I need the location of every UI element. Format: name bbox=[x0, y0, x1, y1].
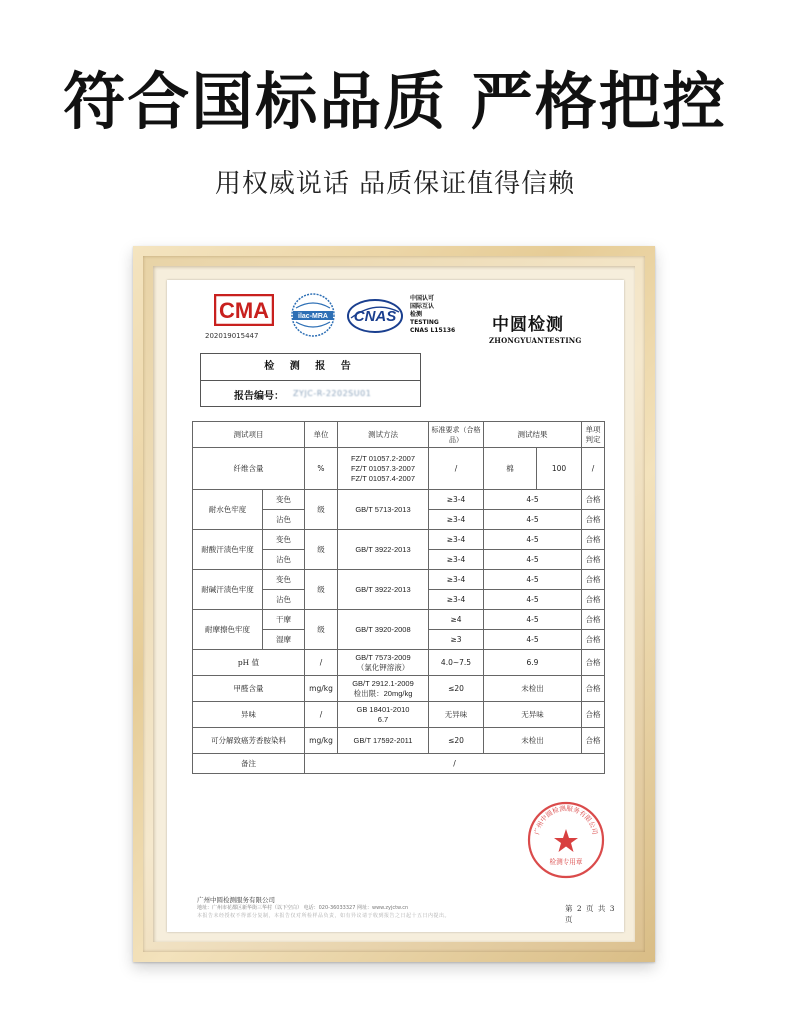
fiber-method-line: FZ/T 01057.4-2007 bbox=[350, 473, 416, 483]
test-standard: ≥3-4 bbox=[429, 490, 484, 510]
test-result: 4-5 bbox=[484, 550, 582, 570]
test-method: GB/T 3920-2008 bbox=[338, 610, 429, 650]
test-unit: / bbox=[305, 650, 338, 676]
test-standard: ≥4 bbox=[429, 610, 484, 630]
test-standard: 4.0~7.5 bbox=[429, 650, 484, 676]
test-results-table bbox=[192, 421, 605, 774]
test-standard: ≥3-4 bbox=[429, 510, 484, 530]
cma-logo-text: CMA bbox=[218, 298, 270, 323]
cnas-line: 检测 bbox=[410, 311, 423, 318]
cma-logo bbox=[214, 294, 274, 326]
fiber-result-type: 棉 bbox=[484, 448, 537, 490]
test-result: 4-5 bbox=[484, 590, 582, 610]
test-method-line: （氯化钾溶液） bbox=[356, 662, 410, 672]
test-subitem: 变色 bbox=[263, 530, 305, 550]
test-result: 未检出 bbox=[484, 676, 582, 702]
table-row bbox=[193, 610, 605, 630]
cnas-line: 国际互认 bbox=[410, 303, 435, 310]
test-unit: 级 bbox=[305, 490, 338, 530]
test-method-line: GB 18401-2010 bbox=[356, 704, 410, 714]
cnas-logo-text: CNAS bbox=[353, 308, 397, 325]
table-row bbox=[193, 702, 605, 728]
test-method: GB/T 3922-2013 bbox=[338, 570, 429, 610]
test-unit: / bbox=[305, 702, 338, 728]
cnas-line: TESTING bbox=[410, 319, 439, 326]
report-header-box bbox=[200, 353, 421, 407]
cnas-logo bbox=[347, 298, 403, 334]
test-result: 4-5 bbox=[484, 490, 582, 510]
fiber-item: 纤维含量 bbox=[193, 448, 305, 490]
test-method-line: GB/T 2912.1-2009 bbox=[352, 678, 414, 688]
test-verdict: 合格 bbox=[582, 490, 605, 510]
test-subitem: 沾色 bbox=[263, 510, 305, 530]
test-result: 4-5 bbox=[484, 630, 582, 650]
fastness-rows bbox=[193, 490, 605, 650]
seal-star-icon bbox=[554, 829, 578, 852]
test-method bbox=[338, 650, 429, 676]
test-item: 耐酸汗渍色牢度 bbox=[193, 530, 263, 570]
test-method-line: GB/T 7573-2009 bbox=[355, 652, 411, 662]
table-row bbox=[193, 570, 605, 590]
test-subitem: 变色 bbox=[263, 490, 305, 510]
cnas-accreditation-text bbox=[410, 295, 455, 335]
report-number-label: 报告编号： bbox=[234, 391, 284, 402]
test-standard: ≥3 bbox=[429, 630, 484, 650]
test-verdict: 合格 bbox=[582, 550, 605, 570]
page-headline: 符合国标品质 严格把控 bbox=[63, 65, 727, 138]
fiber-unit: % bbox=[305, 448, 338, 490]
footer-company: 广州中圆检测服务有限公司 bbox=[197, 896, 275, 904]
test-verdict: 合格 bbox=[582, 702, 605, 728]
cnas-line: CNAS L15136 bbox=[410, 327, 456, 334]
table-row bbox=[193, 728, 605, 754]
ilac-mra-logo bbox=[288, 292, 338, 338]
inspection-seal bbox=[527, 801, 605, 879]
test-item: 甲醛含量 bbox=[193, 676, 305, 702]
header-cell: 单项判定 bbox=[582, 422, 605, 448]
single-rows bbox=[193, 650, 605, 754]
test-item: 可分解致癌芳香胺染料 bbox=[193, 728, 305, 754]
report-number-value: ZYJC-R-2202SU01 bbox=[293, 389, 372, 398]
test-standard: ≤20 bbox=[429, 676, 484, 702]
table-row bbox=[193, 676, 605, 702]
test-standard: ≥3-4 bbox=[429, 590, 484, 610]
test-result: 4-5 bbox=[484, 510, 582, 530]
test-report-document bbox=[167, 280, 624, 932]
test-subitem: 沾色 bbox=[263, 550, 305, 570]
test-standard: ≥3-4 bbox=[429, 550, 484, 570]
test-method bbox=[338, 676, 429, 702]
test-verdict: 合格 bbox=[582, 676, 605, 702]
test-verdict: 合格 bbox=[582, 728, 605, 754]
test-result: 未检出 bbox=[484, 728, 582, 754]
remark-row bbox=[193, 754, 605, 774]
table-row bbox=[193, 448, 605, 490]
test-subitem: 湿摩 bbox=[263, 630, 305, 650]
test-result: 无异味 bbox=[484, 702, 582, 728]
test-method-line: 6.7 bbox=[377, 714, 389, 724]
test-method-line: GB/T 17592-2011 bbox=[353, 735, 413, 745]
header-cell: 标准要求（合格品） bbox=[429, 422, 484, 448]
test-item: 耐水色牢度 bbox=[193, 490, 263, 530]
fiber-method-line: FZ/T 01057.2-2007 bbox=[350, 453, 416, 463]
page-subline: 用权威说话 品质保证值得信赖 bbox=[214, 169, 576, 199]
fiber-method-line: FZ/T 01057.3-2007 bbox=[350, 463, 416, 473]
test-result: 4-5 bbox=[484, 610, 582, 630]
seal-bottom-text: 检测专用章 bbox=[549, 858, 583, 866]
test-unit: 级 bbox=[305, 530, 338, 570]
test-result: 4-5 bbox=[484, 530, 582, 550]
test-standard: ≥3-4 bbox=[429, 530, 484, 550]
test-unit: 级 bbox=[305, 610, 338, 650]
test-item: pH 值 bbox=[193, 650, 305, 676]
remark-value: / bbox=[305, 754, 605, 774]
test-method bbox=[338, 728, 429, 754]
company-name-cn: 中圆检测 bbox=[492, 315, 564, 335]
test-item: 耐摩擦色牢度 bbox=[193, 610, 263, 650]
test-method: GB/T 5713-2013 bbox=[338, 490, 429, 530]
test-verdict: 合格 bbox=[582, 610, 605, 630]
test-unit: 级 bbox=[305, 570, 338, 610]
test-result: 4-5 bbox=[484, 570, 582, 590]
table-row bbox=[193, 650, 605, 676]
test-standard: 无异味 bbox=[429, 702, 484, 728]
table-row bbox=[193, 490, 605, 510]
test-unit: mg/kg bbox=[305, 676, 338, 702]
test-verdict: 合格 bbox=[582, 650, 605, 676]
test-verdict: 合格 bbox=[582, 590, 605, 610]
test-verdict: 合格 bbox=[582, 530, 605, 550]
page-number: 第 2 页 共 3 页 bbox=[565, 904, 616, 924]
test-verdict: 合格 bbox=[582, 510, 605, 530]
footer-address: 地址：广州市花都区新华街三华村（以下空白） 电话：020-36033327 网址：www.zyjctw.cn bbox=[197, 905, 409, 911]
test-verdict: 合格 bbox=[582, 630, 605, 650]
fiber-methods bbox=[338, 448, 429, 490]
fiber-result-value: 100 bbox=[537, 448, 582, 490]
test-item: 异味 bbox=[193, 702, 305, 728]
test-item: 耐碱汗渍色牢度 bbox=[193, 570, 263, 610]
test-method-line: 检出限：20mg/kg bbox=[353, 688, 413, 698]
company-name-en: ZHONGYUANTESTING bbox=[489, 336, 582, 345]
cnas-line: 中国认可 bbox=[410, 295, 435, 302]
test-subitem: 干摩 bbox=[263, 610, 305, 630]
test-subitem: 变色 bbox=[263, 570, 305, 590]
fiber-verdict: / bbox=[582, 448, 605, 490]
test-standard: ≥3-4 bbox=[429, 570, 484, 590]
test-subitem: 沾色 bbox=[263, 590, 305, 610]
test-unit: mg/kg bbox=[305, 728, 338, 754]
ilac-logo-text: ilac-MRA bbox=[298, 313, 328, 321]
remark-label: 备注 bbox=[193, 754, 305, 774]
header-cell: 测试方法 bbox=[338, 422, 429, 448]
report-title: 检 测 报 告 bbox=[201, 354, 420, 381]
header-cell: 测试项目 bbox=[193, 422, 305, 448]
cma-number: 202019015447 bbox=[205, 332, 259, 340]
test-result: 6.9 bbox=[484, 650, 582, 676]
test-method: GB/T 3922-2013 bbox=[338, 530, 429, 570]
table-header-row bbox=[193, 422, 605, 448]
header-cell: 测试结果 bbox=[484, 422, 582, 448]
seal-text: 广州中圆检测服务有限公司 bbox=[533, 804, 599, 836]
footer-note: 本报告未经授权不得部分复制，本报告仅对所检样品负责，如有异议请于收到报告之日起十五日内提出。 bbox=[197, 913, 451, 919]
test-verdict: 合格 bbox=[582, 570, 605, 590]
table-row bbox=[193, 530, 605, 550]
header-cell: 单位 bbox=[305, 422, 338, 448]
test-method bbox=[338, 702, 429, 728]
test-standard: ≤20 bbox=[429, 728, 484, 754]
fiber-standard: / bbox=[429, 448, 484, 490]
